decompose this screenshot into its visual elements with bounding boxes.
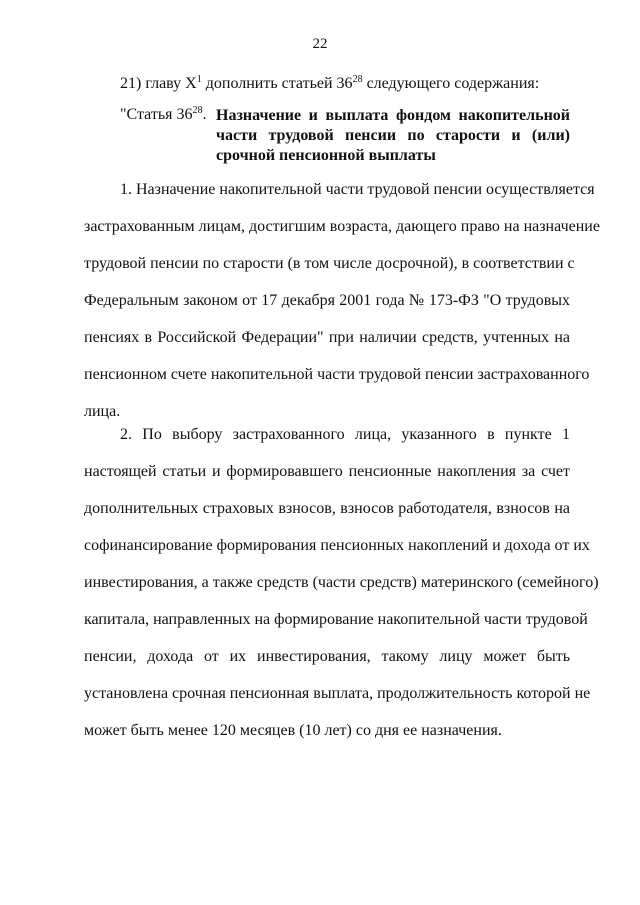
text-line: трудовой пенсии по старости (в том числе досрочной), в соответствии с: [84, 255, 575, 272]
article-label: [120, 106, 207, 124]
text-line: Федеральным законом от 17 декабря 2001 года № 173-ФЗ "О трудовых: [84, 292, 570, 309]
text-line: установлена срочная пенсионная выплата, продолжительность которой не: [84, 685, 591, 702]
article-title: [216, 106, 570, 166]
intro-prefix: 21) главу X: [120, 75, 197, 92]
paragraph-1: [84, 180, 600, 439]
text-line: пенсии, дохода от их инвестирования, такому лицу может быть: [84, 648, 570, 665]
text-line: пенсиях в Российской Федерации" при наличии средств, учтенных на: [84, 329, 570, 346]
text-line: может быть менее 120 месяцев (10 лет) со дня ее назначения.: [84, 722, 502, 739]
article-label-superscript: 28: [192, 105, 203, 116]
article-title-line: части трудовой пенсии по старости и (или): [216, 127, 570, 144]
article-title-line: Назначение и выплата фондом накопительной: [216, 107, 570, 124]
intro-superscript-1: 1: [196, 74, 202, 85]
text-line: лица.: [84, 403, 121, 420]
intro-suffix: следующего содержания:: [362, 75, 540, 92]
text-line: софинансирование формирования пенсионных накоплений и дохода от их: [84, 537, 590, 554]
text-line: дополнительных страховых взносов, взносов работодателя, взносов на: [84, 500, 570, 517]
text-line: 2. По выбору застрахованного лица, указанного в пункте 1: [120, 426, 570, 443]
text-line: 1. Назначение накопительной части трудовой пенсии осуществляется: [120, 181, 595, 198]
paragraph-2: [84, 425, 599, 758]
text-line: пенсионном счете накопительной части трудовой пенсии застрахованного: [84, 366, 590, 383]
text-line: инвестирования, а также средств (части средств) материнского (семейного): [84, 574, 599, 591]
article-label-suffix: .: [202, 106, 207, 123]
intro-superscript-28: 28: [352, 74, 363, 85]
amendment-intro: [120, 75, 539, 93]
text-line: застрахованным лицам, достигшим возраста, дающего право на назначение: [84, 218, 600, 235]
article-label-prefix: "Статья 36: [120, 106, 193, 123]
intro-middle: дополнить статьей 36: [201, 75, 353, 92]
text-line: настоящей статьи и формировавшего пенсионные накопления за счет: [84, 463, 570, 480]
article-title-line: срочной пенсионной выплаты: [216, 147, 436, 164]
text-line: капитала, направленных на формирование накопительной части трудовой: [84, 611, 588, 628]
page-number: 22: [312, 36, 328, 52]
